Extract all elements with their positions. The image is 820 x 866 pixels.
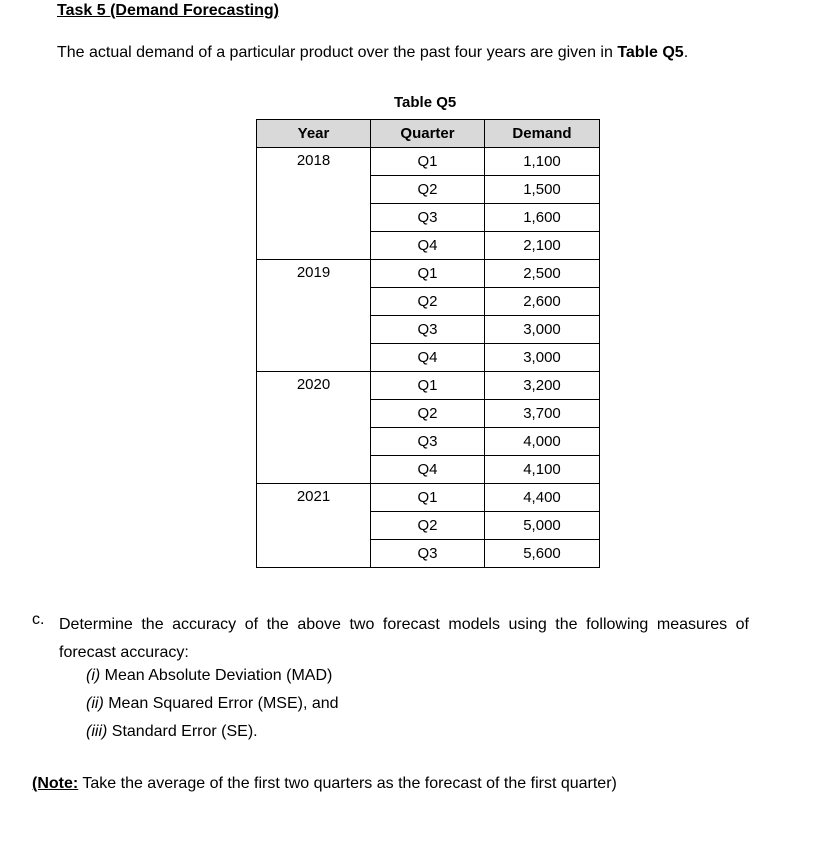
demand-cell: 4,000 bbox=[485, 428, 600, 456]
demand-cell: 1,100 bbox=[485, 148, 600, 176]
table-row bbox=[257, 372, 600, 400]
quarter-cell: Q1 bbox=[371, 484, 485, 512]
demand-cell: 3,700 bbox=[485, 400, 600, 428]
table-row bbox=[257, 260, 600, 288]
demand-cell: 3,000 bbox=[485, 344, 600, 372]
quarter-cell: Q3 bbox=[371, 428, 485, 456]
quarter-cell: Q4 bbox=[371, 456, 485, 484]
sub-item-text: Mean Absolute Deviation (MAD) bbox=[104, 667, 333, 684]
quarter-cell: Q4 bbox=[371, 232, 485, 260]
year-cell: 2021 bbox=[257, 484, 371, 568]
demand-cell: 3,200 bbox=[485, 372, 600, 400]
demand-cell: 1,500 bbox=[485, 176, 600, 204]
header-quarter: Quarter bbox=[371, 120, 485, 148]
quarter-cell: Q4 bbox=[371, 344, 485, 372]
quarter-cell: Q3 bbox=[371, 316, 485, 344]
question-text: Determine the accuracy of the above two forecast models using the following measures of forecast accuracy: bbox=[59, 616, 749, 661]
quarter-cell: Q1 bbox=[371, 372, 485, 400]
header-demand: Demand bbox=[485, 120, 600, 148]
sub-item-mse bbox=[86, 695, 339, 713]
sub-item-text: Standard Error (SE). bbox=[111, 723, 258, 740]
year-cell: 2020 bbox=[257, 372, 371, 484]
demand-cell: 5,600 bbox=[485, 540, 600, 568]
demand-cell: 2,100 bbox=[485, 232, 600, 260]
demand-table bbox=[256, 119, 600, 568]
intro-text: The actual demand of a particular product over the past four years are given in bbox=[57, 44, 618, 61]
question-letter: c. bbox=[32, 611, 45, 628]
demand-cell: 1,600 bbox=[485, 204, 600, 232]
quarter-cell: Q2 bbox=[371, 512, 485, 540]
sub-item-se bbox=[86, 723, 258, 741]
sub-item-num: (ii) bbox=[86, 695, 104, 712]
demand-cell: 4,100 bbox=[485, 456, 600, 484]
sub-item-num: (i) bbox=[86, 667, 101, 684]
sub-item-num: (iii) bbox=[86, 723, 108, 740]
table-body bbox=[257, 148, 600, 568]
note-text: Take the average of the first two quarters as the forecast of the first quarter) bbox=[78, 775, 617, 792]
quarter-cell: Q2 bbox=[371, 288, 485, 316]
sub-item-mad bbox=[86, 667, 332, 685]
table-header-row bbox=[257, 120, 600, 148]
quarter-cell: Q3 bbox=[371, 204, 485, 232]
demand-cell: 4,400 bbox=[485, 484, 600, 512]
header-year: Year bbox=[257, 120, 371, 148]
demand-cell: 2,500 bbox=[485, 260, 600, 288]
demand-cell: 3,000 bbox=[485, 316, 600, 344]
demand-cell: 2,600 bbox=[485, 288, 600, 316]
note bbox=[32, 775, 617, 793]
note-label: (Note: bbox=[32, 775, 79, 792]
intro-table-ref: Table Q5 bbox=[617, 44, 684, 61]
demand-cell: 5,000 bbox=[485, 512, 600, 540]
year-cell: 2019 bbox=[257, 260, 371, 372]
task-title: Task 5 (Demand Forecasting) bbox=[57, 2, 279, 19]
table-caption: Table Q5 bbox=[394, 94, 457, 111]
quarter-cell: Q3 bbox=[371, 540, 485, 568]
intro-end: . bbox=[683, 44, 689, 61]
table-row bbox=[257, 148, 600, 176]
table-row bbox=[257, 484, 600, 512]
quarter-cell: Q1 bbox=[371, 148, 485, 176]
year-cell: 2018 bbox=[257, 148, 371, 260]
quarter-cell: Q2 bbox=[371, 400, 485, 428]
quarter-cell: Q2 bbox=[371, 176, 485, 204]
intro-paragraph bbox=[57, 44, 688, 62]
quarter-cell: Q1 bbox=[371, 260, 485, 288]
sub-item-text: Mean Squared Error (MSE), and bbox=[108, 695, 339, 712]
